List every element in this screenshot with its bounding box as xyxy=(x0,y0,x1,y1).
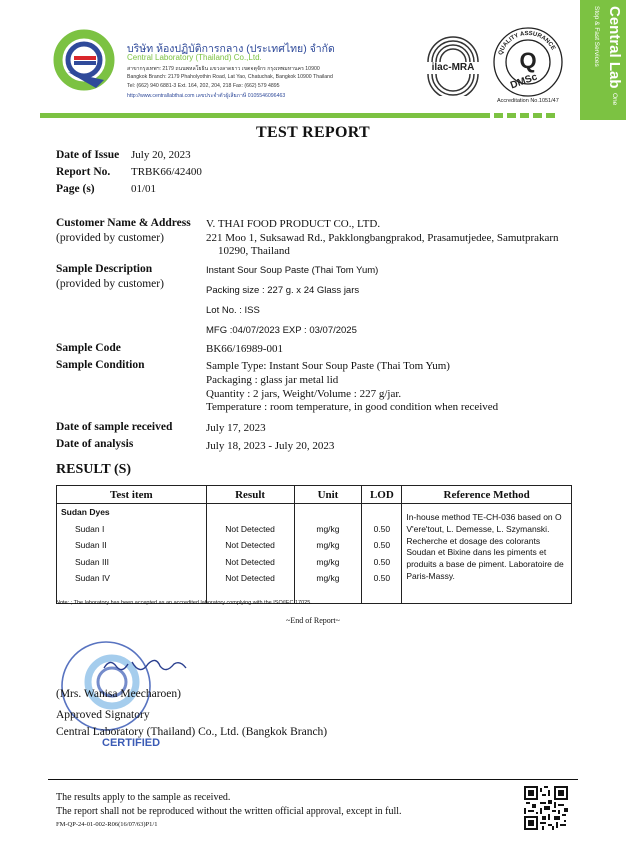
test-unit: mg/kg xyxy=(294,570,362,587)
svg-text:Q: Q xyxy=(519,48,537,73)
test-lod: 0.50 xyxy=(362,570,402,587)
column-header: Unit xyxy=(294,486,362,504)
sample-condition-line: Quantity : 2 jars, Weight/Volume : 227 g/jar. xyxy=(206,388,402,400)
signature xyxy=(100,654,190,688)
customer-address-line2: 10290, Thailand xyxy=(218,245,290,257)
end-of-report: ~End of Report~ xyxy=(286,616,340,625)
sample-code-label: Sample Code xyxy=(56,342,121,354)
company-name-english: Central Laboratory (Thailand) Co.,Ltd. xyxy=(127,53,262,62)
dmsc-quality-logo xyxy=(492,26,564,98)
analysis-date-value: July 18, 2023 - July 20, 2023 xyxy=(206,440,335,452)
table-row xyxy=(57,504,572,521)
column-header: Result xyxy=(206,486,294,504)
customer-label-sub: (provided by customer) xyxy=(56,232,164,244)
analysis-date-label: Date of analysis xyxy=(56,438,134,450)
received-date-value: July 17, 2023 xyxy=(206,422,266,434)
company-name-thai: บริษัท ห้องปฏิบัติการกลาง (ประเทศไทย) จำกัด xyxy=(127,43,335,55)
address-thai: สาขากรุงเทพฯ: 2179 ถนนพหลโยธิน แขวงลาดยาว เขตจตุจักร กรุงเทพมหานคร 10900 xyxy=(127,66,320,72)
header-rule-dash xyxy=(546,113,555,118)
test-unit: mg/kg xyxy=(294,537,362,554)
test-unit: mg/kg xyxy=(294,554,362,571)
test-item: Sudan II xyxy=(57,537,207,554)
footer-line: The report shall not be reproduced without the written official approval, except in full. xyxy=(56,806,402,817)
reference-method-line: Soudan et Bixine dans les piments et xyxy=(406,547,547,558)
footer-line: The results apply to the sample as received. xyxy=(56,792,231,803)
sample-description-line: Packing size : 227 g. x 24 Glass jars xyxy=(206,285,360,296)
test-result: Not Detected xyxy=(206,537,294,554)
signatory-company: Central Laboratory (Thailand) Co., Ltd. (Bangkok Branch) xyxy=(56,726,328,738)
header-rule xyxy=(40,113,490,118)
results-table xyxy=(56,485,572,604)
sample-code-value: BK66/16989-001 xyxy=(206,343,283,355)
customer-address-line1: 221 Moo 1, Suksawad Rd., Pakklongbangprakod, Prasamutjedee, Samutprakarn xyxy=(206,232,559,244)
header-rule-dash xyxy=(533,113,542,118)
test-lod: 0.50 xyxy=(362,554,402,571)
side-brand-text xyxy=(583,6,623,114)
sample-description-line: Instant Sour Soup Paste (Thai Tom Yum) xyxy=(206,265,379,276)
signatory-name: (Mrs. Wanisa Meecharoen) xyxy=(56,688,181,700)
test-item: Sudan III xyxy=(57,554,207,571)
ilac-mra-logo xyxy=(422,32,484,96)
sample-description-line: MFG :04/07/2023 EXP : 03/07/2025 xyxy=(206,325,357,336)
test-result: Not Detected xyxy=(206,570,294,587)
sample-description-label: Sample Description xyxy=(56,263,153,275)
header-rule-dash xyxy=(507,113,516,118)
reference-method-line: produits a base de piment. Laboratoire de xyxy=(406,559,564,570)
page-label: Page (s) xyxy=(56,183,95,195)
test-unit: mg/kg xyxy=(294,521,362,538)
reference-method xyxy=(402,504,572,587)
report-number-label: Report No. xyxy=(56,166,111,178)
contact-phone: Tel: (662) 940 6881-3 Ext. 164, 202, 204, 218 Fax: (662) 579 4895 xyxy=(127,83,280,89)
footer-rule xyxy=(48,779,578,780)
column-header: LOD xyxy=(362,486,402,504)
header-rule-dash xyxy=(494,113,503,118)
reference-method-line: Recherche et dosage des colorants xyxy=(406,535,541,546)
reference-method-line: V'ere'tout, L. Demesse, L. Szymanski. xyxy=(406,523,550,534)
side-brand-title: Central Lab xyxy=(606,6,623,89)
issue-date-value: July 20, 2023 xyxy=(131,149,191,161)
column-header: Reference Method xyxy=(402,486,572,504)
issue-date-label: Date of Issue xyxy=(56,149,120,161)
page-value: 01/01 xyxy=(131,183,157,195)
ilac-mra-text: ilac-MRA xyxy=(431,62,475,73)
test-result: Not Detected xyxy=(206,521,294,538)
report-number-value: TRBK66/42400 xyxy=(131,166,202,178)
website-link[interactable]: http://www.centrallabthai.com เลขประจำตัวผู้เสียภาษี 0105546096463 xyxy=(127,93,286,99)
report-title: TEST REPORT xyxy=(255,124,371,141)
address-branch: Bangkok Branch: 2179 Phaholyothin Road, Lat Yao, Chatuchak, Bangkok 10900 Thailand xyxy=(127,74,333,80)
sample-condition-line: Packaging : glass jar metal lid xyxy=(206,374,339,386)
test-lod: 0.50 xyxy=(362,537,402,554)
results-header-row xyxy=(57,486,572,504)
certified-stamp-text: CERTIFIED xyxy=(102,737,161,749)
reference-method-line: Paris-Massy. xyxy=(406,570,455,581)
sample-condition-line: Sample Type: Instant Sour Soup Paste (Thai Tom Yum) xyxy=(206,360,450,372)
signatory-title: Approved Signatory xyxy=(56,709,150,721)
form-number: FM-QP-24-01-002-R06(16/07/63)P1/1 xyxy=(56,821,158,828)
sample-description-label-sub: (provided by customer) xyxy=(56,278,164,290)
accreditation-number: Accreditation No.1051/47 xyxy=(497,98,559,104)
accreditation-note: Note: ; The laboratory has been accepted as an accredited laboratory complying with the ISO/IEC 17025. xyxy=(56,600,312,606)
received-date-label: Date of sample received xyxy=(56,421,173,433)
test-item: Sudan IV xyxy=(57,570,207,587)
test-item: Sudan I xyxy=(57,521,207,538)
header-rule-dash xyxy=(520,113,529,118)
sample-condition-label: Sample Condition xyxy=(56,359,145,371)
side-brand-subtitle: One Stop & Fast Services xyxy=(593,6,618,106)
customer-name: V. THAI FOOD PRODUCT CO., LTD. xyxy=(206,218,381,230)
sample-description-line: Lot No. : ISS xyxy=(206,305,260,316)
reference-method-line: In-house method TE-CH-036 based on O xyxy=(406,512,562,522)
dmsc-text: DMSc xyxy=(508,71,539,92)
sample-condition-line: Temperature : room temperature, in good condition when received xyxy=(206,401,499,413)
dmsc-ring-text: QUALITY ASSURANCE xyxy=(497,30,556,56)
column-header: Test item xyxy=(57,486,207,504)
company-logo xyxy=(34,20,122,108)
test-result: Not Detected xyxy=(206,554,294,571)
customer-label: Customer Name & Address xyxy=(56,217,191,229)
qr-code xyxy=(524,786,568,830)
results-heading: RESULT (S) xyxy=(56,462,132,477)
test-lod: 0.50 xyxy=(362,521,402,538)
test-group: Sudan Dyes xyxy=(57,504,207,521)
